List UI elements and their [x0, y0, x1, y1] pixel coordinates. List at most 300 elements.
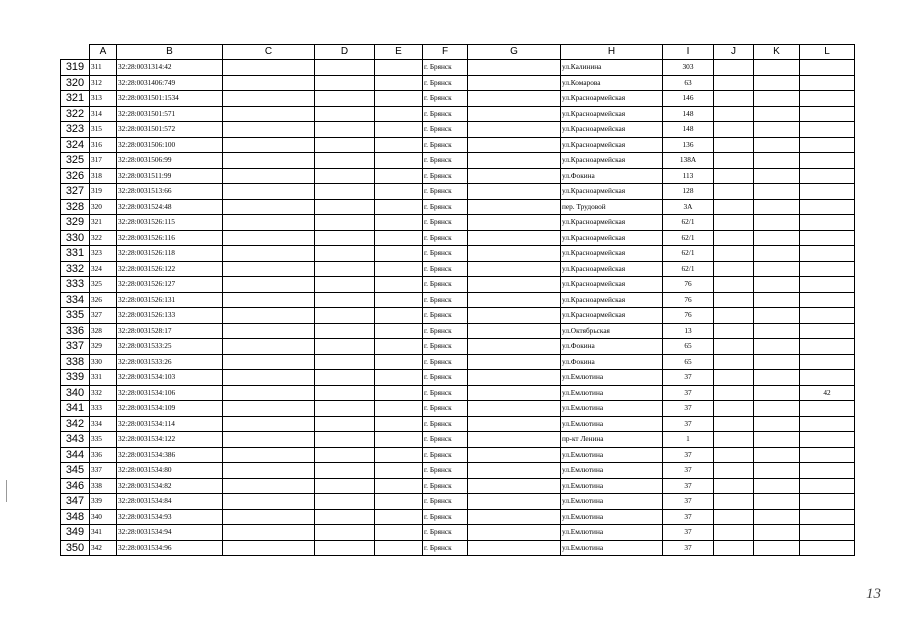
cell-d[interactable] — [315, 323, 375, 339]
row-number[interactable]: 345 — [61, 463, 90, 479]
cell-k[interactable] — [754, 416, 800, 432]
cell-g[interactable] — [468, 416, 561, 432]
cell-i[interactable]: 65 — [663, 354, 714, 370]
cell-i[interactable]: 303 — [663, 60, 714, 76]
cell-g[interactable] — [468, 401, 561, 417]
cell-d[interactable] — [315, 416, 375, 432]
cell-g[interactable] — [468, 308, 561, 324]
row-number[interactable]: 337 — [61, 339, 90, 355]
cell-c[interactable] — [223, 261, 315, 277]
cell-l[interactable] — [800, 509, 855, 525]
cell-j[interactable] — [714, 277, 754, 293]
cell-e[interactable] — [375, 75, 423, 91]
cell-g[interactable] — [468, 246, 561, 262]
row-number[interactable]: 346 — [61, 478, 90, 494]
cell-h[interactable]: ул.Емлютина — [561, 447, 663, 463]
cell-i[interactable]: 148 — [663, 122, 714, 138]
cell-d[interactable] — [315, 478, 375, 494]
cell-c[interactable] — [223, 292, 315, 308]
cell-a[interactable]: 325 — [90, 277, 117, 293]
cell-j[interactable] — [714, 184, 754, 200]
cell-f[interactable]: г. Брянск — [423, 277, 468, 293]
cell-i[interactable]: 148 — [663, 106, 714, 122]
cell-d[interactable] — [315, 509, 375, 525]
cell-j[interactable] — [714, 261, 754, 277]
column-header-i[interactable]: I — [663, 45, 714, 60]
cell-f[interactable]: г. Брянск — [423, 540, 468, 556]
cell-e[interactable] — [375, 509, 423, 525]
cell-i[interactable]: 62/1 — [663, 230, 714, 246]
cell-e[interactable] — [375, 199, 423, 215]
cell-k[interactable] — [754, 509, 800, 525]
cell-h[interactable]: ул.Комарова — [561, 75, 663, 91]
cell-l[interactable] — [800, 60, 855, 76]
cell-e[interactable] — [375, 122, 423, 138]
cell-e[interactable] — [375, 215, 423, 231]
column-header-g[interactable]: G — [468, 45, 561, 60]
row-number[interactable]: 319 — [61, 60, 90, 76]
cell-k[interactable] — [754, 91, 800, 107]
cell-j[interactable] — [714, 137, 754, 153]
cell-h[interactable]: ул.Емлютина — [561, 416, 663, 432]
cell-b[interactable]: 32:28:0031534:122 — [117, 432, 223, 448]
cell-d[interactable] — [315, 122, 375, 138]
cell-f[interactable]: г. Брянск — [423, 122, 468, 138]
cell-f[interactable]: г. Брянск — [423, 91, 468, 107]
cell-g[interactable] — [468, 230, 561, 246]
cell-b[interactable]: 32:28:0031534:386 — [117, 447, 223, 463]
cell-g[interactable] — [468, 122, 561, 138]
cell-d[interactable] — [315, 230, 375, 246]
cell-b[interactable]: 32:28:0031526:122 — [117, 261, 223, 277]
cell-c[interactable] — [223, 370, 315, 386]
cell-e[interactable] — [375, 277, 423, 293]
cell-k[interactable] — [754, 75, 800, 91]
cell-f[interactable]: г. Брянск — [423, 478, 468, 494]
cell-a[interactable]: 315 — [90, 122, 117, 138]
row-number[interactable]: 320 — [61, 75, 90, 91]
cell-b[interactable]: 32:28:0031314:42 — [117, 60, 223, 76]
cell-b[interactable]: 32:28:0031501:1534 — [117, 91, 223, 107]
cell-h[interactable]: ул.Емлютина — [561, 370, 663, 386]
cell-h[interactable]: ул.Красноармейская — [561, 91, 663, 107]
cell-e[interactable] — [375, 246, 423, 262]
cell-f[interactable]: г. Брянск — [423, 432, 468, 448]
cell-h[interactable]: ул.Фокина — [561, 339, 663, 355]
cell-j[interactable] — [714, 416, 754, 432]
cell-e[interactable] — [375, 478, 423, 494]
cell-l[interactable] — [800, 246, 855, 262]
column-header-e[interactable]: E — [375, 45, 423, 60]
cell-e[interactable] — [375, 339, 423, 355]
cell-k[interactable] — [754, 277, 800, 293]
cell-b[interactable]: 32:28:0031526:133 — [117, 308, 223, 324]
cell-f[interactable]: г. Брянск — [423, 246, 468, 262]
cell-j[interactable] — [714, 106, 754, 122]
cell-d[interactable] — [315, 525, 375, 541]
cell-g[interactable] — [468, 261, 561, 277]
cell-k[interactable] — [754, 168, 800, 184]
cell-i[interactable]: 37 — [663, 525, 714, 541]
cell-f[interactable]: г. Брянск — [423, 60, 468, 76]
column-header-k[interactable]: K — [754, 45, 800, 60]
cell-h[interactable]: ул.Красноармейская — [561, 215, 663, 231]
cell-j[interactable] — [714, 478, 754, 494]
column-header-c[interactable]: C — [223, 45, 315, 60]
cell-b[interactable]: 32:28:0031526:131 — [117, 292, 223, 308]
cell-d[interactable] — [315, 354, 375, 370]
cell-g[interactable] — [468, 447, 561, 463]
cell-a[interactable]: 331 — [90, 370, 117, 386]
row-number[interactable]: 350 — [61, 540, 90, 556]
cell-c[interactable] — [223, 525, 315, 541]
cell-l[interactable] — [800, 122, 855, 138]
cell-e[interactable] — [375, 153, 423, 169]
cell-d[interactable] — [315, 246, 375, 262]
cell-e[interactable] — [375, 230, 423, 246]
cell-c[interactable] — [223, 75, 315, 91]
cell-c[interactable] — [223, 385, 315, 401]
cell-f[interactable]: г. Брянск — [423, 168, 468, 184]
cell-i[interactable]: 62/1 — [663, 246, 714, 262]
cell-e[interactable] — [375, 106, 423, 122]
cell-h[interactable]: ул.Красноармейская — [561, 122, 663, 138]
cell-i[interactable]: 1 — [663, 432, 714, 448]
cell-l[interactable] — [800, 370, 855, 386]
cell-l[interactable] — [800, 230, 855, 246]
cell-b[interactable]: 32:28:0031534:80 — [117, 463, 223, 479]
cell-j[interactable] — [714, 308, 754, 324]
cell-c[interactable] — [223, 91, 315, 107]
cell-c[interactable] — [223, 122, 315, 138]
cell-b[interactable]: 32:28:0031526:127 — [117, 277, 223, 293]
cell-b[interactable]: 32:28:0031501:571 — [117, 106, 223, 122]
cell-f[interactable]: г. Брянск — [423, 184, 468, 200]
cell-b[interactable]: 32:28:0031506:99 — [117, 153, 223, 169]
cell-l[interactable]: 42 — [800, 385, 855, 401]
cell-g[interactable] — [468, 60, 561, 76]
row-number[interactable]: 330 — [61, 230, 90, 246]
cell-d[interactable] — [315, 385, 375, 401]
cell-a[interactable]: 336 — [90, 447, 117, 463]
cell-a[interactable]: 322 — [90, 230, 117, 246]
cell-g[interactable] — [468, 509, 561, 525]
cell-j[interactable] — [714, 60, 754, 76]
cell-c[interactable] — [223, 354, 315, 370]
cell-d[interactable] — [315, 540, 375, 556]
cell-l[interactable] — [800, 416, 855, 432]
cell-k[interactable] — [754, 432, 800, 448]
column-header-l[interactable]: L — [800, 45, 855, 60]
cell-i[interactable]: 37 — [663, 478, 714, 494]
cell-c[interactable] — [223, 323, 315, 339]
cell-i[interactable]: 138А — [663, 153, 714, 169]
cell-e[interactable] — [375, 184, 423, 200]
cell-l[interactable] — [800, 447, 855, 463]
cell-h[interactable]: ул.Калинина — [561, 60, 663, 76]
cell-i[interactable]: 76 — [663, 277, 714, 293]
cell-b[interactable]: 32:28:0031534:109 — [117, 401, 223, 417]
cell-g[interactable] — [468, 525, 561, 541]
cell-e[interactable] — [375, 292, 423, 308]
cell-b[interactable]: 32:28:0031534:114 — [117, 416, 223, 432]
cell-j[interactable] — [714, 339, 754, 355]
cell-g[interactable] — [468, 494, 561, 510]
cell-c[interactable] — [223, 478, 315, 494]
cell-c[interactable] — [223, 339, 315, 355]
cell-k[interactable] — [754, 199, 800, 215]
cell-k[interactable] — [754, 106, 800, 122]
cell-d[interactable] — [315, 308, 375, 324]
cell-i[interactable]: 62/1 — [663, 261, 714, 277]
cell-k[interactable] — [754, 184, 800, 200]
cell-e[interactable] — [375, 432, 423, 448]
cell-e[interactable] — [375, 137, 423, 153]
cell-a[interactable]: 316 — [90, 137, 117, 153]
cell-k[interactable] — [754, 463, 800, 479]
cell-b[interactable]: 32:28:0031406:749 — [117, 75, 223, 91]
cell-k[interactable] — [754, 60, 800, 76]
cell-j[interactable] — [714, 91, 754, 107]
cell-h[interactable]: ул.Емлютина — [561, 525, 663, 541]
cell-j[interactable] — [714, 432, 754, 448]
cell-j[interactable] — [714, 122, 754, 138]
cell-d[interactable] — [315, 168, 375, 184]
cell-a[interactable]: 319 — [90, 184, 117, 200]
cell-e[interactable] — [375, 308, 423, 324]
cell-d[interactable] — [315, 494, 375, 510]
cell-d[interactable] — [315, 91, 375, 107]
cell-e[interactable] — [375, 401, 423, 417]
cell-g[interactable] — [468, 277, 561, 293]
cell-l[interactable] — [800, 292, 855, 308]
cell-g[interactable] — [468, 478, 561, 494]
cell-b[interactable]: 32:28:0031534:93 — [117, 509, 223, 525]
cell-i[interactable]: 146 — [663, 91, 714, 107]
row-number[interactable]: 338 — [61, 354, 90, 370]
cell-c[interactable] — [223, 447, 315, 463]
cell-f[interactable]: г. Брянск — [423, 153, 468, 169]
column-header-f[interactable]: F — [423, 45, 468, 60]
cell-h[interactable]: ул.Красноармейская — [561, 246, 663, 262]
cell-d[interactable] — [315, 261, 375, 277]
row-number[interactable]: 349 — [61, 525, 90, 541]
cell-f[interactable]: г. Брянск — [423, 292, 468, 308]
cell-e[interactable] — [375, 525, 423, 541]
cell-f[interactable]: г. Брянск — [423, 401, 468, 417]
cell-a[interactable]: 320 — [90, 199, 117, 215]
cell-a[interactable]: 324 — [90, 261, 117, 277]
cell-f[interactable]: г. Брянск — [423, 199, 468, 215]
cell-h[interactable]: ул.Емлютина — [561, 401, 663, 417]
cell-c[interactable] — [223, 308, 315, 324]
row-number[interactable]: 324 — [61, 137, 90, 153]
cell-g[interactable] — [468, 184, 561, 200]
cell-a[interactable]: 318 — [90, 168, 117, 184]
cell-f[interactable]: г. Брянск — [423, 323, 468, 339]
cell-a[interactable]: 328 — [90, 323, 117, 339]
cell-d[interactable] — [315, 60, 375, 76]
cell-f[interactable]: г. Брянск — [423, 339, 468, 355]
cell-g[interactable] — [468, 91, 561, 107]
cell-j[interactable] — [714, 509, 754, 525]
cell-i[interactable]: 37 — [663, 494, 714, 510]
cell-a[interactable]: 321 — [90, 215, 117, 231]
cell-i[interactable]: 3А — [663, 199, 714, 215]
cell-h[interactable]: ул.Емлютина — [561, 494, 663, 510]
cell-i[interactable]: 37 — [663, 447, 714, 463]
cell-b[interactable]: 32:28:0031513:66 — [117, 184, 223, 200]
row-number[interactable]: 331 — [61, 246, 90, 262]
cell-k[interactable] — [754, 447, 800, 463]
cell-i[interactable]: 37 — [663, 509, 714, 525]
column-header-j[interactable]: J — [714, 45, 754, 60]
cell-g[interactable] — [468, 432, 561, 448]
row-number[interactable]: 326 — [61, 168, 90, 184]
cell-f[interactable]: г. Брянск — [423, 215, 468, 231]
cell-a[interactable]: 312 — [90, 75, 117, 91]
cell-i[interactable]: 128 — [663, 184, 714, 200]
cell-f[interactable]: г. Брянск — [423, 447, 468, 463]
cell-h[interactable]: ул.Фокина — [561, 354, 663, 370]
cell-g[interactable] — [468, 137, 561, 153]
row-number[interactable]: 329 — [61, 215, 90, 231]
cell-g[interactable] — [468, 75, 561, 91]
cell-e[interactable] — [375, 463, 423, 479]
cell-h[interactable]: ул.Красноармейская — [561, 230, 663, 246]
cell-a[interactable]: 329 — [90, 339, 117, 355]
cell-l[interactable] — [800, 354, 855, 370]
cell-c[interactable] — [223, 137, 315, 153]
row-number[interactable]: 339 — [61, 370, 90, 386]
cell-c[interactable] — [223, 184, 315, 200]
cell-d[interactable] — [315, 463, 375, 479]
cell-d[interactable] — [315, 447, 375, 463]
cell-h[interactable]: ул.Красноармейская — [561, 184, 663, 200]
row-number[interactable]: 344 — [61, 447, 90, 463]
cell-j[interactable] — [714, 540, 754, 556]
cell-k[interactable] — [754, 540, 800, 556]
cell-l[interactable] — [800, 137, 855, 153]
cell-k[interactable] — [754, 230, 800, 246]
cell-c[interactable] — [223, 277, 315, 293]
cell-i[interactable]: 37 — [663, 416, 714, 432]
cell-l[interactable] — [800, 401, 855, 417]
cell-b[interactable]: 32:28:0031501:572 — [117, 122, 223, 138]
cell-g[interactable] — [468, 339, 561, 355]
cell-j[interactable] — [714, 168, 754, 184]
cell-b[interactable]: 32:28:0031526:118 — [117, 246, 223, 262]
cell-l[interactable] — [800, 75, 855, 91]
cell-j[interactable] — [714, 463, 754, 479]
cell-l[interactable] — [800, 494, 855, 510]
cell-g[interactable] — [468, 215, 561, 231]
cell-k[interactable] — [754, 153, 800, 169]
cell-b[interactable]: 32:28:0031526:116 — [117, 230, 223, 246]
cell-a[interactable]: 327 — [90, 308, 117, 324]
cell-b[interactable]: 32:28:0031534:94 — [117, 525, 223, 541]
cell-a[interactable]: 342 — [90, 540, 117, 556]
cell-a[interactable]: 339 — [90, 494, 117, 510]
cell-j[interactable] — [714, 246, 754, 262]
cell-f[interactable]: г. Брянск — [423, 308, 468, 324]
cell-k[interactable] — [754, 246, 800, 262]
row-number[interactable]: 347 — [61, 494, 90, 510]
cell-c[interactable] — [223, 509, 315, 525]
cell-i[interactable]: 136 — [663, 137, 714, 153]
cell-g[interactable] — [468, 354, 561, 370]
cell-d[interactable] — [315, 199, 375, 215]
cell-f[interactable]: г. Брянск — [423, 137, 468, 153]
cell-j[interactable] — [714, 447, 754, 463]
cell-l[interactable] — [800, 323, 855, 339]
cell-l[interactable] — [800, 199, 855, 215]
cell-j[interactable] — [714, 292, 754, 308]
cell-a[interactable]: 330 — [90, 354, 117, 370]
cell-f[interactable]: г. Брянск — [423, 416, 468, 432]
cell-i[interactable]: 37 — [663, 385, 714, 401]
cell-l[interactable] — [800, 168, 855, 184]
cell-i[interactable]: 37 — [663, 463, 714, 479]
cell-a[interactable]: 314 — [90, 106, 117, 122]
cell-d[interactable] — [315, 137, 375, 153]
cell-k[interactable] — [754, 215, 800, 231]
cell-g[interactable] — [468, 292, 561, 308]
cell-h[interactable]: ул.Красноармейская — [561, 153, 663, 169]
row-number[interactable]: 340 — [61, 385, 90, 401]
cell-g[interactable] — [468, 323, 561, 339]
cell-j[interactable] — [714, 370, 754, 386]
cell-g[interactable] — [468, 106, 561, 122]
cell-i[interactable]: 76 — [663, 308, 714, 324]
cell-f[interactable]: г. Брянск — [423, 106, 468, 122]
cell-b[interactable]: 32:28:0031506:100 — [117, 137, 223, 153]
cell-h[interactable]: пер. Трудовой — [561, 199, 663, 215]
cell-i[interactable]: 37 — [663, 540, 714, 556]
cell-f[interactable]: г. Брянск — [423, 494, 468, 510]
cell-l[interactable] — [800, 91, 855, 107]
row-number[interactable]: 321 — [61, 91, 90, 107]
cell-d[interactable] — [315, 339, 375, 355]
column-header-a[interactable]: A — [90, 45, 117, 60]
cell-l[interactable] — [800, 261, 855, 277]
row-number[interactable]: 328 — [61, 199, 90, 215]
cell-c[interactable] — [223, 416, 315, 432]
cell-i[interactable]: 76 — [663, 292, 714, 308]
cell-c[interactable] — [223, 494, 315, 510]
cell-c[interactable] — [223, 246, 315, 262]
cell-g[interactable] — [468, 370, 561, 386]
cell-h[interactable]: ул.Емлютина — [561, 509, 663, 525]
cell-d[interactable] — [315, 292, 375, 308]
cell-g[interactable] — [468, 540, 561, 556]
cell-c[interactable] — [223, 215, 315, 231]
cell-e[interactable] — [375, 370, 423, 386]
row-number[interactable]: 322 — [61, 106, 90, 122]
cell-d[interactable] — [315, 184, 375, 200]
cell-e[interactable] — [375, 354, 423, 370]
cell-k[interactable] — [754, 525, 800, 541]
cell-l[interactable] — [800, 339, 855, 355]
cell-j[interactable] — [714, 401, 754, 417]
cell-b[interactable]: 32:28:0031526:115 — [117, 215, 223, 231]
cell-k[interactable] — [754, 494, 800, 510]
cell-a[interactable]: 333 — [90, 401, 117, 417]
cell-b[interactable]: 32:28:0031533:25 — [117, 339, 223, 355]
row-number[interactable]: 323 — [61, 122, 90, 138]
cell-a[interactable]: 334 — [90, 416, 117, 432]
cell-f[interactable]: г. Брянск — [423, 230, 468, 246]
